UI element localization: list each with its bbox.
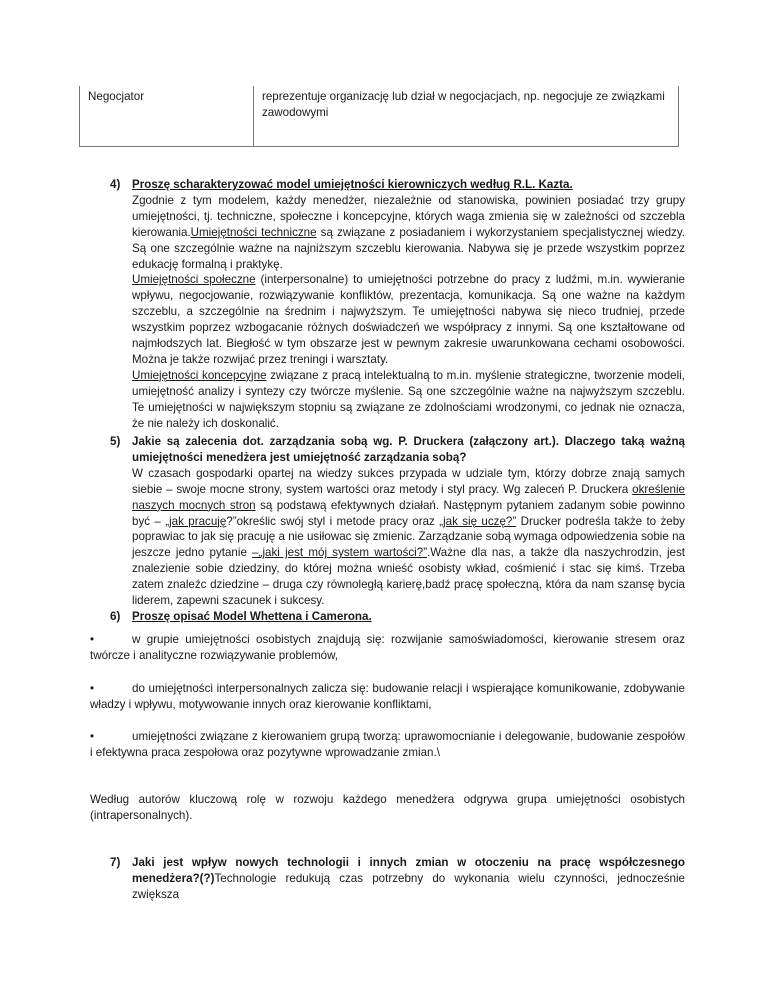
answer-text: są związane z posiadaniem i wykorzystaniem specjalistycznej wiedzy. Są one szczególnie ważne na najniższym szczeblu kierowania. Nabywa się je przede wszystkim poprzez edukację formalną i praktykę. bbox=[132, 225, 685, 271]
term-technical: Umiejętności techniczne bbox=[190, 225, 317, 239]
summary-paragraph: Według autorów kluczową rolę w rozwoju każdego menedżera odgrywa grupa umiejętności osobistych (intrapersonalnych). bbox=[90, 793, 685, 822]
question-title: Jaki jest wpływ nowych technologii i innych zmian w otoczeniu na pracę współczesnego menedżera?(?) bbox=[132, 856, 685, 885]
question-title: Proszę scharakteryzować model umiejętności kierowniczych według R.L. Kazta. bbox=[132, 178, 573, 191]
role-cell: Negocjator bbox=[80, 86, 254, 147]
answer-text: związane z pracą intelektualną to m.in. myślenie strategiczne, tworzenie modeli, umiejętność analizy i syntezy czy twórcze myślenie. Są one szczególnie ważne na najwyższym szczeblu. Te umiejętności w największym stopniu są związane ze zdolnościami wrodzonymi, co jednak nie oznacza, że nie należy ich doskonalić. bbox=[132, 368, 685, 430]
list-item bbox=[90, 632, 685, 664]
list-item bbox=[90, 681, 685, 713]
question-5 bbox=[110, 434, 685, 625]
term-social: Umiejętności społeczne bbox=[132, 273, 256, 287]
answer-text: (interpersonalne) to umiejętności potrzebne do pracy z ludźmi, m.in. wywieranie wpływu, negocjowanie, rozwiązywanie konfliktów, prezentacja, komunikacja. Są one ważne na każdym szczeblu, a szczególnie na średnim i najwyższym. Te umiejętności nabywa się nieco trudniej, przede wszystkim poprzez wzbogacanie różnych doświadczeń we współpracy z innymi. Są one kształtowane od najmłodszych lat. Biegłość w tym obszarze jest w pewnym zakresie uwarunkowana cechami osobowości. Można je także rozwijać przez treningi i warsztaty. bbox=[132, 273, 685, 366]
link-values: –„jaki jest mój system wartości?” bbox=[252, 546, 428, 560]
question-7 bbox=[110, 855, 685, 903]
question-number: 6) bbox=[110, 609, 121, 623]
question-number: 7) bbox=[110, 856, 121, 869]
answer-text: Technologie redukują czas potrzebny do wykonania wielu czynności, jednocześnie zwiększa bbox=[132, 871, 685, 901]
bullet-text: w grupie umiejętności osobistych znajdują się: rozwijanie samoświadomości, kierowanie stresem oraz twórcze i analityczne rozwiązywanie problemów, bbox=[90, 633, 685, 662]
question-4 bbox=[110, 177, 685, 432]
answer-text: Zgodnie z tym modelem, każdy menedżer, niezależnie od stanowiska, powinien posiadać trzy grupy umiejętności, tj. techniczne, społeczne i koncepcyjne, których waga zmienia się w zależności od szczebla kierowania. bbox=[132, 193, 685, 239]
bullet-text: do umiejętności interpersonalnych zalicza się: budowanie relacji i wspierające komunikowanie, zdobywanie władzy i wpływu, motywowanie innych oraz kierowanie konfliktami, bbox=[90, 682, 685, 711]
answer-5 bbox=[132, 466, 685, 609]
bullet-marker: • bbox=[90, 730, 95, 743]
link-how-i-learn: „jak się uczę?” bbox=[439, 514, 517, 528]
answer-text: W czasach gospodarki opartej na wiedzy sukces przypada w udziale tym, którzy dobrze znają samych siebie – swoje mocne strony, system wartości oraz metody i styl pracy. Wg zaleceń P. Druckera bbox=[132, 466, 685, 496]
answer-text: ?”określic swój styl i metode pracy oraz bbox=[226, 514, 440, 528]
bullet-text: umiejętności związane z kierowaniem grupą tworzą: uprawomocnianie i delegowanie, budowanie zespołów i efektywna praca zespołowa oraz pozytywne wprowadzanie zmian.\ bbox=[90, 730, 685, 759]
bullet-marker: • bbox=[90, 633, 95, 646]
link-strengths: określenie naszych mocnych stron bbox=[132, 482, 685, 512]
table-row bbox=[80, 86, 679, 147]
answer-text: .Ważne dla nas, a także dla naszychrodzin, jest znalezienie sobie dziedziny, do której można wnieść osobisty wkład, cośmienić i stac się kimś. Trzeba zatem znaleźc dziedzine – druga czy równoległą karierę,badź pracę społeczną, która da nam szansę bycia liderem, zapewni szacunek i sukcesy. bbox=[132, 546, 686, 608]
bullet-marker: • bbox=[90, 682, 95, 695]
question-number: 5) bbox=[110, 435, 121, 448]
answer-text: są podstawą efektywnych działań. Następnym pytaniem zadanym sobie powinno być – bbox=[132, 498, 686, 528]
answer-4 bbox=[132, 193, 685, 432]
question-title: Jakie są zalecenia dot. zarządzania sobą wg. P. Druckera (załączony art.). Dlaczego taką ważną umiejętności menedżera jest umiejętność zarządzania sobą? bbox=[132, 435, 685, 464]
definition-table bbox=[79, 86, 679, 147]
list-item bbox=[90, 729, 685, 761]
answer-text: Drucker podreśla także to żeby poprawiac to jak się pracuję a nie usiłowac się zmienic. Zarządzanie sobą wymaga odpowiedzenia sobie na jeszcze jedno pytanie bbox=[132, 514, 685, 560]
question-number: 4) bbox=[110, 178, 121, 191]
role-description-cell: reprezentuje organizację lub dział w negocjacjach, np. negocjuje ze związkami zawodowymi bbox=[254, 86, 679, 147]
term-conceptual: Umiejętności koncepcyjne bbox=[132, 368, 267, 382]
link-how-i-work: „jak pracuję bbox=[165, 514, 227, 528]
question-title: Proszę opisać Model Whettena i Camerona. bbox=[132, 609, 372, 623]
